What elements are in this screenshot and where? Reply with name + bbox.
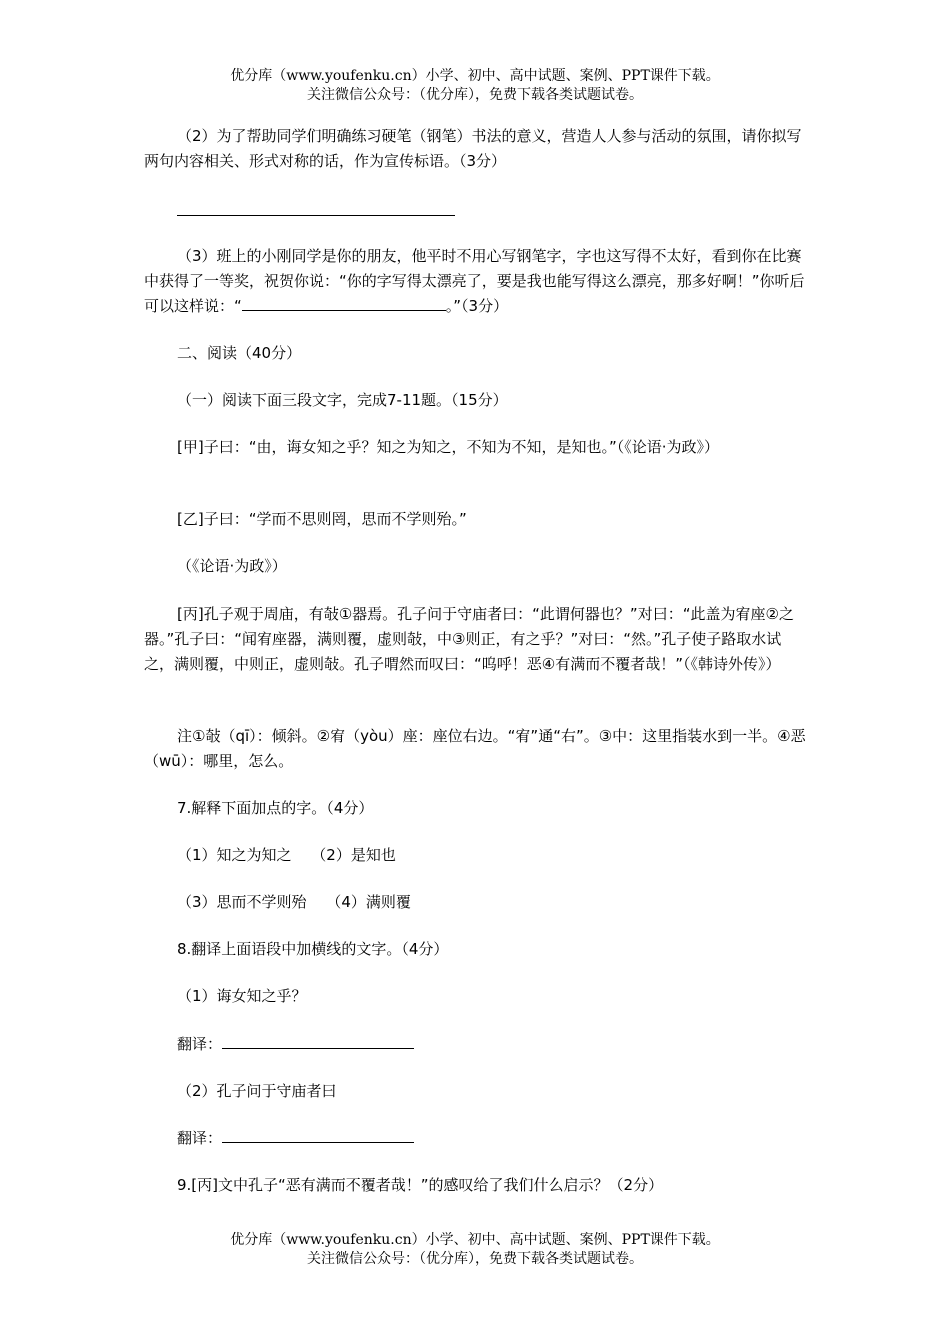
answer-line-q2[interactable]: [177, 215, 455, 216]
question-7-row-1: （1）知之为知之 （2）是知也: [177, 846, 396, 864]
question-2: （2）为了帮助同学们明确练习硬笔（钢笔）书法的意义，营造人人参与活动的氛围，请你拟写两句内容相关、形式对称的话，作为宣传标语。（3分）: [144, 127, 802, 170]
translation-1: [144, 1032, 806, 1057]
footer-line-2: 关注微信公众号：（优分库），免费下载各类试题试卷。: [307, 1251, 643, 1267]
section-reading-title: 二、阅读（40分）: [177, 344, 302, 362]
question-3-end: 。”（3分）: [445, 297, 509, 315]
footer-line-1: 优分库（www.youfenku.cn）小学、初中、高中试题、案例、PPT课件下载。: [230, 1232, 720, 1248]
translation-label-2: 翻译：: [177, 1129, 223, 1147]
passage-yi-source: （《论语·为政》）: [177, 557, 287, 575]
question-3: [144, 244, 806, 319]
translation-answer-line-1[interactable]: [222, 1034, 414, 1049]
answer-blank-q3[interactable]: [242, 296, 446, 311]
question-7-row-2: （3）思而不学则殆 （4）满则覆: [177, 893, 411, 911]
page-footer: [0, 1231, 950, 1269]
passage-jia: [甲]子曰：“由，诲女知之乎？知之为知之，不知为不知，是知也。”（《论语·为政》）: [177, 438, 720, 456]
question-7-title: 7.解释下面加点的字。（4分）: [177, 799, 374, 817]
header-line-2: 关注微信公众号：（优分库），免费下载各类试题试卷。: [307, 87, 643, 103]
question-8-sentence-2: （2）孔子问于守庙者曰: [177, 1082, 337, 1100]
annotations: 注①敧（qī）：倾斜。②宥（yòu）座：座位右边。“宥”通“右”。③中：这里指装水到一半。④恶（wū）：哪里，怎么。: [144, 727, 806, 770]
header-line-1: 优分库（www.youfenku.cn）小学、初中、高中试题、案例、PPT课件下载。: [230, 68, 720, 84]
question-8-sentence-1: （1）诲女知之乎？: [177, 987, 307, 1005]
translation-2: [144, 1126, 806, 1151]
passage-yi: [乙]子曰：“学而不思则罔，思而不学则殆。”: [177, 510, 467, 528]
page-header: [0, 67, 950, 105]
part-1-instruction: （一）阅读下面三段文字，完成7-11题。（15分）: [177, 391, 508, 409]
question-8-title: 8.翻译上面语段中加横线的文字。（4分）: [177, 940, 449, 958]
translation-answer-line-2[interactable]: [222, 1128, 414, 1143]
question-9: 9.[丙]文中孔子“恶有满而不覆者哉！”的感叹给了我们什么启示？（2分）: [177, 1176, 664, 1194]
translation-label-1: 翻译：: [177, 1035, 223, 1053]
question-3-text: （3）班上的小刚同学是你的朋友，他平时不用心写钢笔字，字也这写得不太好，看到你在比赛中获得了一等奖，祝贺你说：“你的字写得太漂亮了，要是我也能写得这么漂亮，那多好啊！”你听后可以这样说：“: [144, 247, 805, 315]
passage-bing: [丙]孔子观于周庙，有敧①器焉。孔子问于守庙者曰：“此谓何器也？”对曰：“此盖为宥座②之器。”孔子曰：“闻宥座器，满则覆，虚则敧，中③则正，有之乎？”对曰：“然。”孔子使子路取水试之，满则覆，中则正，虚则敧。孔子喟然而叹曰：“呜呼！恶④有满而不覆者哉！”（《韩诗外传》）: [144, 605, 794, 673]
